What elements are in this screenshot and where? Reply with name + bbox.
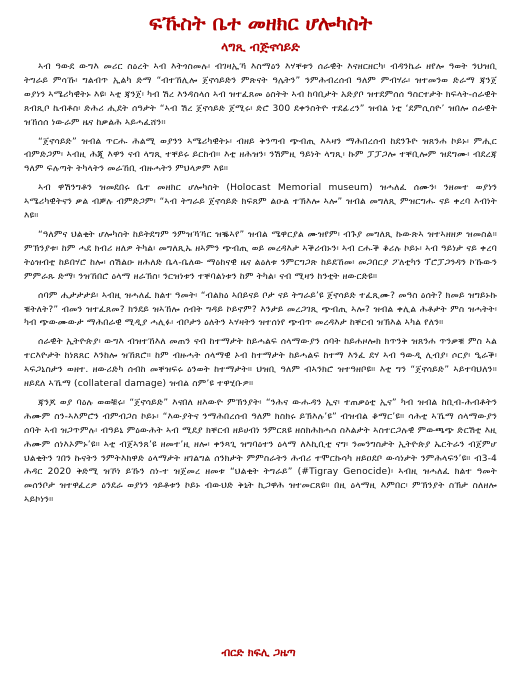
paragraph-6: ሰራዊት ኢትዮጵያ፡ ውግእ ብዝተኸእለ መጠን ናብ ከተማታት ከይሓልፍ ሰላማውያን ሰባት ከይሐዞሎክ ክጥንቅ ዝጸንሐ ጥንቃቑ ምስ ኣል ተርእዮታት ከነጸጸር እንከሎ ዝኸጸሮ። ከም ብዙሓት ሰላማዊ ኦብ ከተማታት ከይሓልፍ ከተማ እንፈ ደሃ ኣብ ዓውዲ ሊብያ፡ ሶርያ፡ ዒራቕ፡ ኣፍጋኒስታን ወዘተ. ዘውሪድካ ሰብከ መቐዝፍሩ ዕንወት ከተማታት። ህዝቢ ዓለም ብኣንክሮ ዝተዓዘቦዩ። እቲ ግን “ጀኖሳይድ” ኣይተባህለን። ዘይደለ ኣኼማ (collateral damage) ዝብል ስም’ዩ ተዋሂቡዎ።	[24, 337, 497, 390]
document-subtitle: ላግጺ ብጅኖሳይድ	[221, 39, 300, 54]
document-title: ፍኹስት ቤተ መዘክር ሆሎካስት	[148, 11, 373, 35]
paragraph-4: “ዓለምና ህልቂት ሆሎካስት ከይትደግም ንምዝኻኻር ዝቘኣየ” ዝብል ሜዋርያል ሙዝየም፡ ብጉያ መግለጺ ኩውጽኣ ዝተኣዘዘዎ ዝመስል። ምኽንያቱ፡ ከም ሓደ ክብሪ ዘለዎ ትካል፡ መግለጺኡ ዘኣምን ጭብጢ ወይ መረዳእታ ኣቕሪብኑን፡ ኣብ ርሑቕ ቆሪሉ ኮይኑ፡ ኣብ ዓይነታ ናይ ቀረባ ትዕዝብቲ ከይበሃሮ ከሎ፡ ሰሽልዑ ዘሕለድ ቤላ-ቤለው ማዕከናዊ ዜና ልዕለቱ ንምርግጋጽ ከይደኸመ፡ መጋበርያ ፖለቲካን ፕሮፓጋንዳን ኮኹውን ምምራጹ ድማ፡ ንዝኸበሮ ዕላማ ዘራኽስ፡ ንርዝነቱን ተቐባልነቱን ከም ትካል፡ ናብ ሚዛን ከንቲት ዘውርድዩ።	[24, 229, 497, 282]
author-byline: ብርድ ክፍሊ ጋዜጣ	[221, 646, 296, 659]
paragraph-1: ኣብ ዓውደ ውግእ መሪር ስዕረት ኣብ እትጎስመሉ፡ ብገዛኢኻ እስማዕን እሃቐቱን ሰራዊት እናዘርዘርካ፡ ብዳንኬራ ዘየሎ ዓወት ንህዝቢ ትግራይ ምሳኹ፡ ግልብጥ ኢልካ ድማ “ብተኸሊሎ ጀኖሳይድን ምጽናት ዓሌትን” ንምሕብረሰብ ዓለም ምብሃራ፡ ዝተመንወ ድራማ ጃንጀ ወያነን ኣሜሪካዊትኑ እዩ፡ ኣቲ ጃንጀ፡ ካብ ሽረ እንዳስላሰ ኣብ ዝተፈጸመ ዕስትት ኣብ ከባቢታት አድያቦ ዝተደምሰሰ ዓስርተታት ክፍላት-ሰራዊት ጸብጺቦ ኬብቶስ፡ ድሕሪ ሒደት ሰዓታት “ኣብ ሽረ ጀኖሳይድ ጀሚሩ፡ ድሮ 300 ደቀንስትዮ ተደፊረን” ዝብል ነቲ ‘ደምሲስዮ’ ዝበሎ ሰራዊት ዝኸሰሰ ነውራም ዜና ከቃልሕ ኣይሓፈሸን።	[24, 62, 497, 128]
paragraph-3: ኣብ ዋሽንግቶን ዝመደበሩ ቤተ መዘክር ሆሎካስት (Holocast Memorial museum) ዝሓለፈ ሰሙን፡ ንዘመተ ወያነን ኣሜሪካዊትናን ቃል ብቓሉ ብምድጋም፡ “ኣብ ትግራይ ጀኖሳይድ ክፍጸም ልዑል ተኽእሎ ኣሎ” ዝብል መግለጺ ምዝርግሑ ናይ ቀረባ እብነት እዩ።	[24, 183, 497, 222]
paragraph-2: “ጀኖሳይድ” ዝብል ጥርሑ ሕልሚ ወያንን ኣሜሪካዊትኑ፡ ብዘይ ቅንጣብ ጭብጢ እኣዛን ማሕበረሰብ ከደንጉዮ ዝጸንሐ ኮይኑ፡ ምሒር ብምድጋም፡ ኣብዚ ሕጂ እዋን ናብ ላግጺ ተቐይሩ ይርከብ፡፡ እቲ ዘሕዝን፡ ንሽምዚ ዓይነት ላግጺ፡ ኩም ፓፓጋሎ ተቐቢሎም ዝደግሙ፡ ብደረጃ ዓለም ፍሉጣት ትካላትን መራኸቢ ብዙሓትን ምህላዎም እዩ።	[24, 136, 497, 175]
paragraph-5: ሰባም ሒታታታይ፡ ኣብዚ ዝሓለፈ ክልተ ዓመት፡ “ብልክዕ ኣበይናይ ቦታ ናይ ትግራይ’ዩ ጀኖሳይድ ተፈጺሙ? መዓስ ዕሰት? ክመይ ዝግይኑኩ ቑትለት?” ብመን ዝተፈጸመ? ክንደይ ዝኣኸሎ ሰብት ግዳይ ኮይኖም? እንታይ መረጋገጺ ጭብጢ ኣሎ? ዝብል ቀሊል ሕቶታት ምስ ዝሓትት፡ ካብ ጭውሙውታ ማሕበራዊ ሚዲያ ሓሊፉ፡ ብቦታን ዕለትን ኣሃዛትን ዝተሰነየ ጭብጥ መረዳእታ ከቐርብ ዝኽእል ኣካል የለን።	[24, 290, 497, 329]
paragraph-7: ጃንጆ ወያ ባዕሉ ወወቹሩ፡ “ጀኖሳይድ” እናበለ ዘእውዮ ምኽንያት፡ “ንሕና ውሑዳን ኢና፡ ተጠቃዕቲ ኢና” ካብ ዝብል ከቢብ-ሕብቶትን ሕሙም ስን-ኣእምሮን ብምብጋስ ኮይኑ፡ “እውያትና ንማሕበረሰብ ዓለም ክስክሩ ይኽእሉ’ዩ” ብዝብል ቆማር’ዩ። ሳሕቲ ኣኼማ ሰላማውያን ሰባት ኣብ ዝጋጥምሉ፡ ብዓይኒ ምዕውሕት ኣብ ሚደያ ክቐርብ ዘይሀብነ ንምርጸዩ ዘስክሕክሓስ ስእልታት ኣስተርጋሉዊ ምውጫጭ ድርሽቲ እዚ ሕሙም ሰነእኦምኑ’ዩ። ኣቲ ብጀኣንጸ’ዩ ዘመተ’ዚ ዘሎ፡ ቀንጻጊ ዝግባዕተን ዕላማ ለእኪቢቲ ናግ፡ ንመንግስታት ኢትዮጵያ ኤርትራን ብጀምሆ ህልቂትን ገበን ኩናትን ንምትእክዋድ ዕላማታት ዘገልግል ሰንክታት ምምስራትን ሕብሪ ተሞርኩሳካ ዘይዐደቦ ውሳነታት ንምሕላፍን’ዩ። ብ3-4 ሕዳር 2020 ቅድሚ ዝኾነ ይኹን ስነ-ተ ዝጀመረ ዘመቱ “ህልቂት ትግራይ” (#Tigray Genocide)፡ ኣብዚ ዝሓለፈ ክልተ ዓመት መሰንቦታ ዝተዋፈረዎ ዕንደራ ወያነን ጎይቶቱን ኮይኑ ብውህድ ቅኒት ኪጋዋሕ ዝተመርጸዩ። በዚ ዕላማዚ እምበር፡ ምኽንያት ስኽታ ስለዘሎ ኣይኮነን።	[24, 397, 497, 506]
